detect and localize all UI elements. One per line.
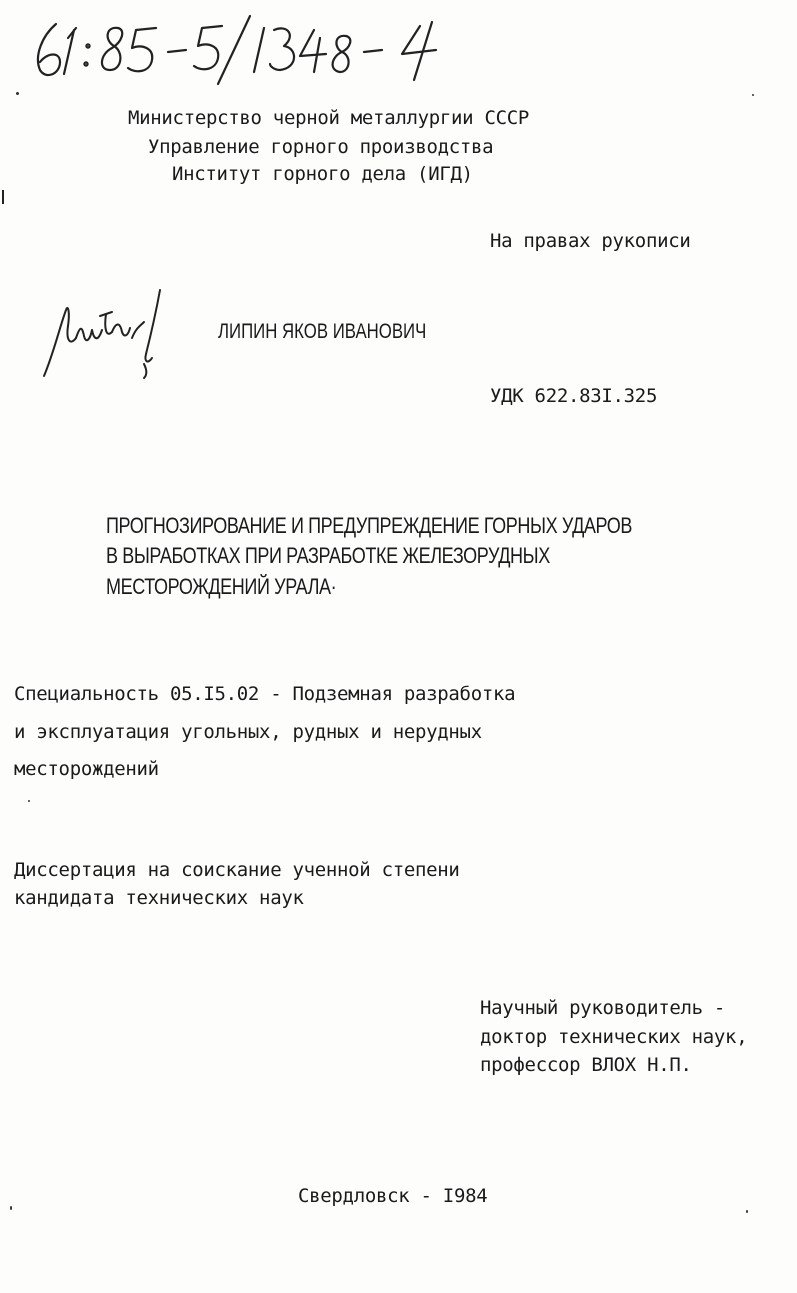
manuscript-rights: На правах рукописи: [490, 230, 691, 252]
speck: [16, 92, 19, 95]
speck: [10, 1206, 12, 1210]
specialty-line-2: и эксплуатация угольных, рудных и нерудных: [14, 721, 482, 743]
margin-mark: [2, 190, 4, 204]
author-name: ЛИПИН ЯКОВ ИВАНОВИЧ: [218, 320, 427, 343]
dissertation-title-line-3: МЕСТОРОЖДЕНИЙ УРАЛА·: [106, 574, 337, 599]
author-signature: [36, 282, 176, 382]
department-line: Управление горного производства: [148, 136, 494, 158]
specialty-line-1: Специальность 05.I5.02 - Подземная разработка: [14, 683, 516, 705]
supervisor-line-1: Научный руководитель -: [480, 997, 726, 1019]
supervisor-line-3: профессор ВЛОХ Н.П.: [480, 1054, 692, 1076]
speck: [746, 1210, 748, 1213]
ministry-line: Министерство черной металлургии СССР: [128, 107, 530, 129]
dissertation-title-line-1: ПРОГНОЗИРОВАНИЕ И ПРЕДУПРЕЖДЕНИЕ ГОРНЫХ УДАРОВ: [106, 513, 632, 538]
specialty-line-3: месторождений: [14, 758, 159, 780]
dissertation-title-line-2: В ВЫРАБОТКАХ ПРИ РАЗРАБОТКЕ ЖЕЛЕЗОРУДНЫХ: [106, 543, 550, 568]
dissertation-purpose-line-2: кандидата технических наук: [14, 887, 304, 909]
institute-line: Институт горного дела (ИГД): [172, 163, 473, 185]
dissertation-purpose-line-1: Диссертация на соискание ученной степени: [14, 859, 460, 881]
udc-code: УДК 622.83I.325: [490, 385, 658, 407]
supervisor-line-2: доктор технических наук,: [480, 1026, 748, 1048]
handwritten-archive-code: [28, 8, 448, 88]
city-year: Свердловск - I984: [298, 1185, 488, 1207]
speck: [752, 94, 754, 96]
speck: [28, 800, 30, 802]
